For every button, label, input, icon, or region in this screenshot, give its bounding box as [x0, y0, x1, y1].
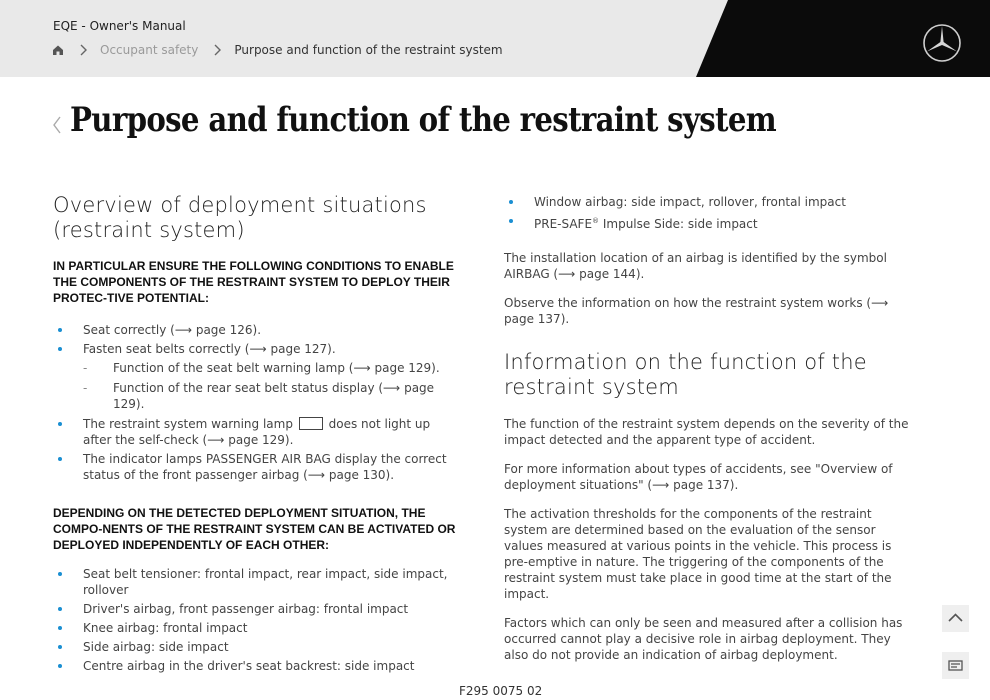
info-button[interactable] — [942, 652, 969, 679]
list-item: PRE-SAFE® Impulse Side: side impact — [504, 213, 918, 232]
accident-types-text: For more information about types of accidents, see "Overview of deployment situations" (⟶ page 137). — [504, 462, 893, 492]
list-item: Seat belt tensioner: frontal impact, rear impact, side impact, rollover — [53, 566, 458, 598]
image-code: F295 0075 02 — [459, 684, 543, 698]
list-item: Window airbag: side impact, rollover, frontal impact — [504, 194, 918, 210]
breadcrumb — [52, 42, 503, 58]
overview-heading: Overview of deployment situations (restraint system) — [53, 193, 427, 242]
right-column — [504, 193, 918, 663]
chevron-right-icon — [78, 44, 88, 56]
manual-title: EQE - Owner's Manual — [53, 19, 186, 33]
list-item: Seat correctly (⟶ page 126). — [53, 322, 458, 338]
deployment-list — [53, 566, 458, 674]
chevron-right-icon — [212, 44, 222, 56]
back-chevron-icon[interactable] — [52, 116, 62, 134]
breadcrumb-current: Purpose and function of the restraint system — [234, 43, 503, 57]
list-item: Centre airbag in the driver's seat backrest: side impact — [53, 658, 458, 674]
list-item: The restraint system warning lamp does not light up after the self-check (⟶ page 129). — [53, 416, 458, 448]
scroll-to-top-button[interactable] — [942, 605, 969, 632]
list-item: The indicator lamps PASSENGER AIR BAG display the correct status of the front passenger airbag (⟶ page 130). — [53, 451, 458, 483]
deployment-list-continued — [504, 194, 918, 232]
activation-thresholds-text: The activation thresholds for the components of the restraint system are determined based on the evaluation of the sensor values measured at various points in the vehicle. This process is pre-emptive in nature. The triggering of the components of the restraint system must take place in good time at the start of the impact. — [504, 507, 892, 601]
list-item: Driver's airbag, front passenger airbag: frontal impact — [53, 601, 458, 617]
restraint-warning-lamp-icon — [299, 417, 323, 430]
airbag-location-text: The installation location of an airbag is identified by the symbol AIRBAG (⟶ page 144). — [504, 251, 887, 281]
conditions-list — [53, 322, 458, 483]
header-bar — [0, 0, 990, 77]
conditions-caps-text: IN PARTICULAR ENSURE THE FOLLOWING CONDITIONS TO ENABLE THE COMPONENTS OF THE RESTRAINT SYSTEM TO DEPLOY THEIR PROTEC-TIVE POTENTIAL: — [53, 259, 454, 305]
mercedes-star-logo — [922, 23, 962, 63]
info-heading: Information on the function of the restraint system — [504, 350, 867, 399]
sub-list — [53, 360, 458, 412]
deployment-caps-text: DEPENDING ON THE DETECTED DEPLOYMENT SITUATION, THE COMPO-NENTS OF THE RESTRAINT SYSTEM CAN BE ACTIVATED OR DEPLOYED INDEPENDENTLY OF EACH OTHER: — [53, 506, 456, 552]
tablet-icon — [942, 652, 969, 679]
page-title: Purpose and function of the restraint system — [70, 100, 777, 140]
list-item: Side airbag: side impact — [53, 639, 458, 655]
list-item: Fasten seat belts correctly (⟶ page 127). - Function of the seat belt warning lamp (⟶ page 129). - Function of the rear seat belt status display (⟶ page 129). — [53, 341, 458, 412]
breadcrumb-occupant-safety[interactable]: Occupant safety — [100, 43, 199, 57]
home-icon[interactable] — [52, 44, 64, 56]
list-item: - Function of the rear seat belt status display (⟶ page 129). — [53, 380, 458, 412]
list-item: Knee airbag: frontal impact — [53, 620, 458, 636]
left-column — [53, 193, 458, 677]
observe-info-text: Observe the information on how the restraint system works (⟶ page 137). — [504, 296, 889, 326]
list-item: - Function of the seat belt warning lamp (⟶ page 129). — [53, 360, 458, 376]
chevron-up-icon — [942, 605, 969, 632]
factors-text: Factors which can only be seen and measured after a collision has occurred cannot play a decisive role in airbag deployment. They also do not provide an indication of airbag deployment. — [504, 616, 903, 662]
function-text: The function of the restraint system depends on the severity of the impact detected and the apparent type of accident. — [504, 417, 909, 447]
